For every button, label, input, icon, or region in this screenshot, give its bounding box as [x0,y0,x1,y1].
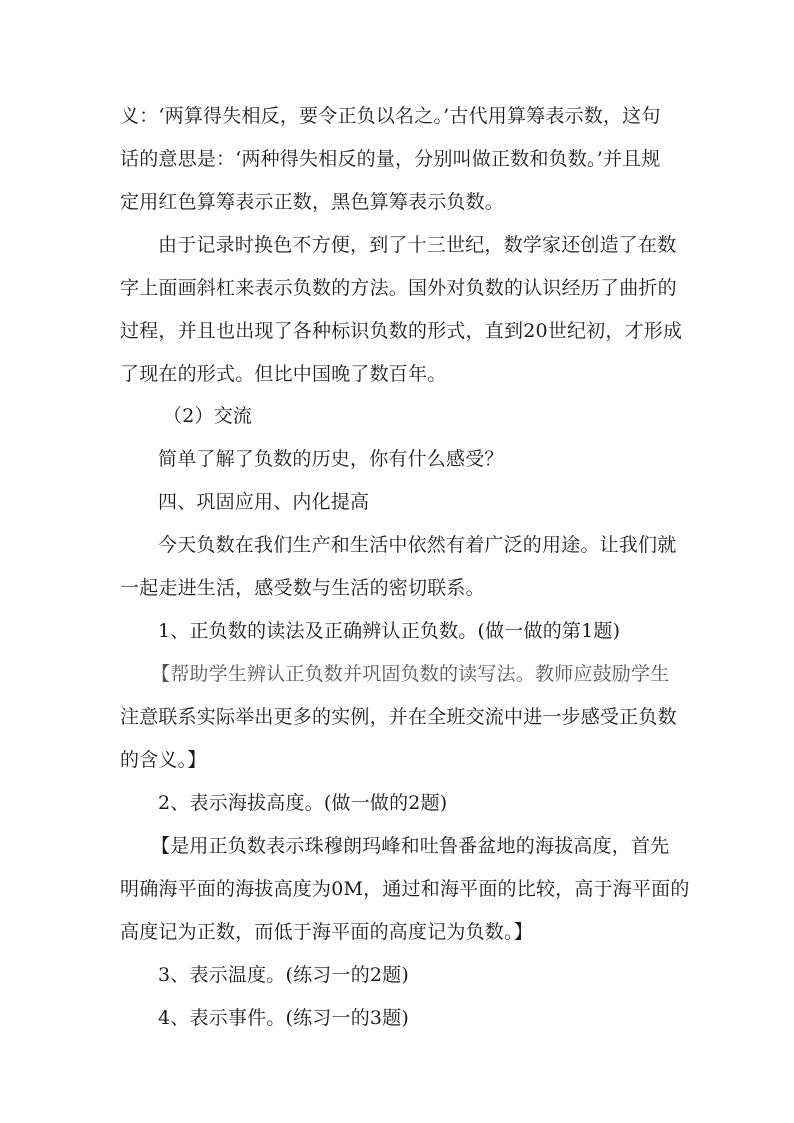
subsection-heading: （2）交流 [163,405,253,427]
teacher-note-line: 【是用正负数表示珠穆朗玛峰和吐鲁番盆地的海拔高度，首先 [151,835,670,857]
paragraph-line: 过程，并且也出现了各种标识负数的形式，直到20世纪初，才形成 [120,320,683,342]
list-item: 1、正负数的读法及正确辨认正负数。(做一做的第1题) [158,620,621,642]
list-item: 4、表示事件。(练习一的3题) [158,1007,410,1029]
teacher-note-line: 高度记为正数，而低于海平面的高度记为负数。】 [120,921,533,943]
paragraph-line: 由于记录时换色不方便，到了十三世纪，数学家还创造了在数 [158,234,677,256]
list-item: 3、表示温度。(练习一的2题) [158,964,410,986]
paragraph-line: 今天负数在我们生产和生活中依然有着广泛的用途。让我们就 [158,534,677,556]
paragraph-line: 了现在的形式。但比中国晚了数百年。 [120,363,447,385]
teacher-note-line: 明确海平面的海拔高度为0M，通过和海平面的比较，高于海平面的 [120,878,690,900]
paragraph-line: 字上面画斜杠来表示负数的方法。国外对负数的认识经历了曲折的 [120,277,677,299]
teacher-note-line: 注意联系实际举出更多的实例，并在全班交流中进一步感受正负数 [120,706,677,728]
paragraph-line: 一起走进生活，感受数与生活的密切联系。 [120,577,485,599]
section-heading: 四、巩固应用、内化提高 [158,491,370,513]
teacher-note-line: 的含义。】 [120,749,207,771]
paragraph-line: 义：‘两算得失相反，要令正负以名之。’古代用算筹表示数，这句 [120,105,661,127]
paragraph-line: 简单了解了负数的历史，你有什么感受？ [158,448,504,470]
paragraph-line: 话的意思是：‘两种得失相反的量，分别叫做正数和负数。’并且规 [120,148,661,170]
list-item: 2、表示海拔高度。(做一做的2题) [158,792,448,814]
teacher-note-line: 【帮助学生辨认正负数并巩固负数的读写法。教师应鼓励学生 [151,663,670,685]
paragraph-line: 定用红色算筹表示正数，黑色算筹表示负数。 [120,191,505,213]
